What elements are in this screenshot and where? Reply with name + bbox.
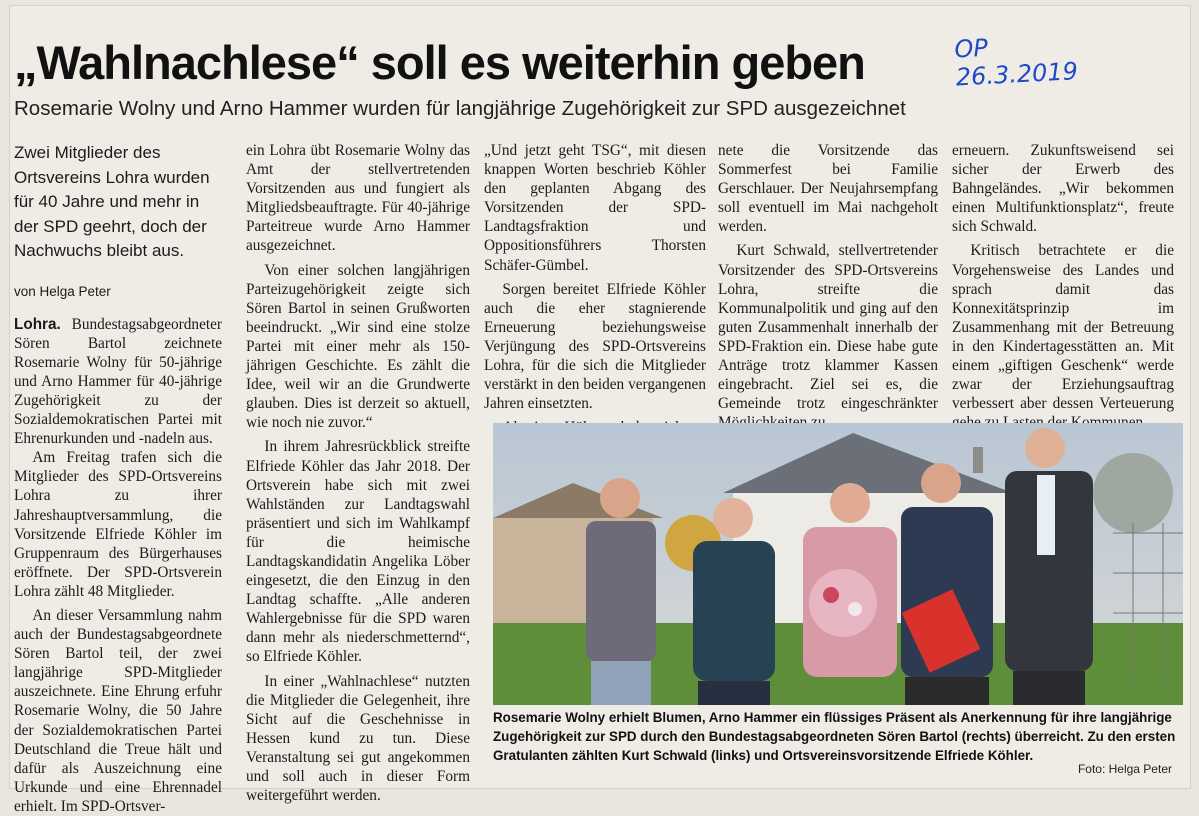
article-column-2 [246, 141, 470, 805]
paragraph: „Und jetzt geht TSG“, mit diesen knappen Worten beschrieb Köhler den geplanten Abgang des Vorsitzenden der SPD-Landtagsfraktion und Oppositionsführers Thorsten Schäfer-Gümbel. [484, 142, 706, 274]
subtitle: Rosemarie Wolny und Arno Hammer wurden für langjährige Zugehörigkeit zur SPD ausgezeichnet [14, 97, 906, 120]
paragraph: Kritisch betrachtete er die Vorgehensweise des Landes und sprach damit das Konnexitätsprinzip im Zusammenhang mit der Betreuung in den Kindertagesstätten an. Mit einem „giftigen Geschenk“ werde zwar der Erziehungsauftrag verbessert aber dessen Verteuerung [952, 242, 1174, 413]
paragraph: In ihrem Jahresrückblick streifte Elfriede Köhler das Jahr 2018. Der Ortsverein habe sich mit zwei Wahlständen zur Landtagswahl präsentiert und sich im Wahlkampf für die heimische Landtagskandidatin Angelika Löber eingesetzt, die den Einzug in den Landtag schaffte. „Alle anderen Wahlergebnisse für die SPD waren dann mehr als niederschmetternd“, so Elfriede Köhler. [246, 438, 470, 666]
paragraph: erneuern. Zukunftsweisend sei sicher der Erwerb des Bahngeländes. „Wir bekommen einen Multifunktionsplatz“, freute sich Schwald. [952, 142, 1174, 236]
paragraph: Am Freitag trafen sich die Mitglieder des SPD-Ortsvereins Lohra zu ihrer Jahreshauptversammlung, die Vorsitzende Elfriede Köhler im Gruppenraum des Bürgerhauses eröffnete. Der SPD-Ortsverein Lohra zählt 48 Mitglieder. [14, 449, 222, 600]
handnote-date: 26.3.2019 [955, 57, 1079, 92]
paragraph: An dieser Versammlung nahm auch der Bundestagsabgeordnete Sören Bartol teil, der zwei langjährige SPD-Mitglieder auszeichnete. Eine Ehrung erfuhr Rosemarie Wolny, die 50 Jahre der Sozialdemokratischen Partei Deutschland die Treue hält und dafür als Auszeichnung eine Urkunde und eine Ehrennadel erhielt. Im SPD-Ortsver- [14, 607, 222, 815]
paragraph [14, 315, 222, 449]
photo-caption: Rosemarie Wolny erhielt Blumen, Arno Hammer ein flüssiges Präsent als Anerkennung für ihre langjährige Zugehörigkeit zur SPD durch den Bundestagsabgeordneten Sören Bartol (rechts) überreicht. Zu den ersten Gratulanten zählten Kurt Schwald (links) und Ortsvereinsvorsitzende Elfriede Köhler. [493, 710, 1176, 763]
paragraph: nete die Vorsitzende das Sommerfest bei Familie Gerschlauer. Der Neujahrsempfang soll eventuell im Mai nachgeholt werden. [718, 142, 938, 236]
photo-credit: Foto: Helga Peter [1077, 762, 1172, 776]
paragraph: Sorgen bereitet Elfriede Köhler auch die eher stagnierende Erneuerung beziehungsweise Verjüngung des SPD-Ortsvereins Lohra, für die sich die Mitglieder verstärkt in den beiden vergangenen Jahren einsetzten. [484, 280, 706, 413]
paragraph-text: Bundestagsabgeordneter Sören Bartol zeichnete Rosemarie Wolny für 50-jährige und Arno Hammer für 40-jährige Zugehörigkeit zu der Sozialdemokratischen Partei mit Ehrenurkunden und -nadeln aus. [14, 315, 222, 448]
paragraph: In einer „Wahlnachlese“ nutzten die Mitglieder die Gelegenheit, ihre Sicht auf die Geschehnisse in Hessen kund zu tun. Diese Veranstaltung sei gut angekommen und soll auch in dieser Form weitergeführt werden. [246, 672, 470, 805]
dateline-place: Lohra. [14, 315, 61, 333]
article-photo [493, 423, 1183, 705]
article-column-1 [14, 141, 222, 816]
article-column-4 [718, 141, 938, 432]
paragraph: Von einer solchen langjährigen Parteizugehörigkeit zeigte sich Sören Bartol in seinen Grußworten beeindruckt. „Wir sind eine stolze Partei mit einer mehr als 150-jährigen Geschichte. Es zählt die Idee, weil wir an die Grundwerte glauben. Dies ist derzeit so aktuell, wie noch nie zuvor.“ [246, 261, 470, 432]
article-column-3 [484, 141, 706, 437]
group-photo-illustration [493, 423, 1183, 705]
newspaper-clipping [10, 6, 1190, 815]
handnote-source: OP [953, 33, 989, 64]
handwritten-date-note [954, 25, 1167, 92]
article-column-5 [952, 141, 1174, 432]
paragraph: ein Lohra übt Rosemarie Wolny das Amt der stellvertretenden Vorsitzenden aus und fungiert als Mitgliedsbeauftragte. Für 40-jährige Parteitreue wurde Arno Hammer ausgezeichnet. [246, 142, 470, 255]
byline: von Helga Peter [14, 283, 111, 299]
headline: „Wahlnachlese“ soll es weiterhin geben [14, 36, 865, 89]
lede: Zwei Mitglieder des Ortsvereins Lohra wurden für 40 Jahre und mehr in der SPD geehrt, doch der Nachwuchs bleibt aus. [14, 143, 210, 260]
paragraph: Kurt Schwald, stellvertretender Vorsitzender des SPD-Ortsvereins Lohra, streifte die Kommunalpolitik und ging auf den guten Zusammenhalt innerhalb der SPD-Fraktion ein. Diese habe gute Anträge trotz klammer Kassen eingebracht. Ziel sei es, die Gemeinde trotz eingeschränkter [718, 242, 938, 413]
